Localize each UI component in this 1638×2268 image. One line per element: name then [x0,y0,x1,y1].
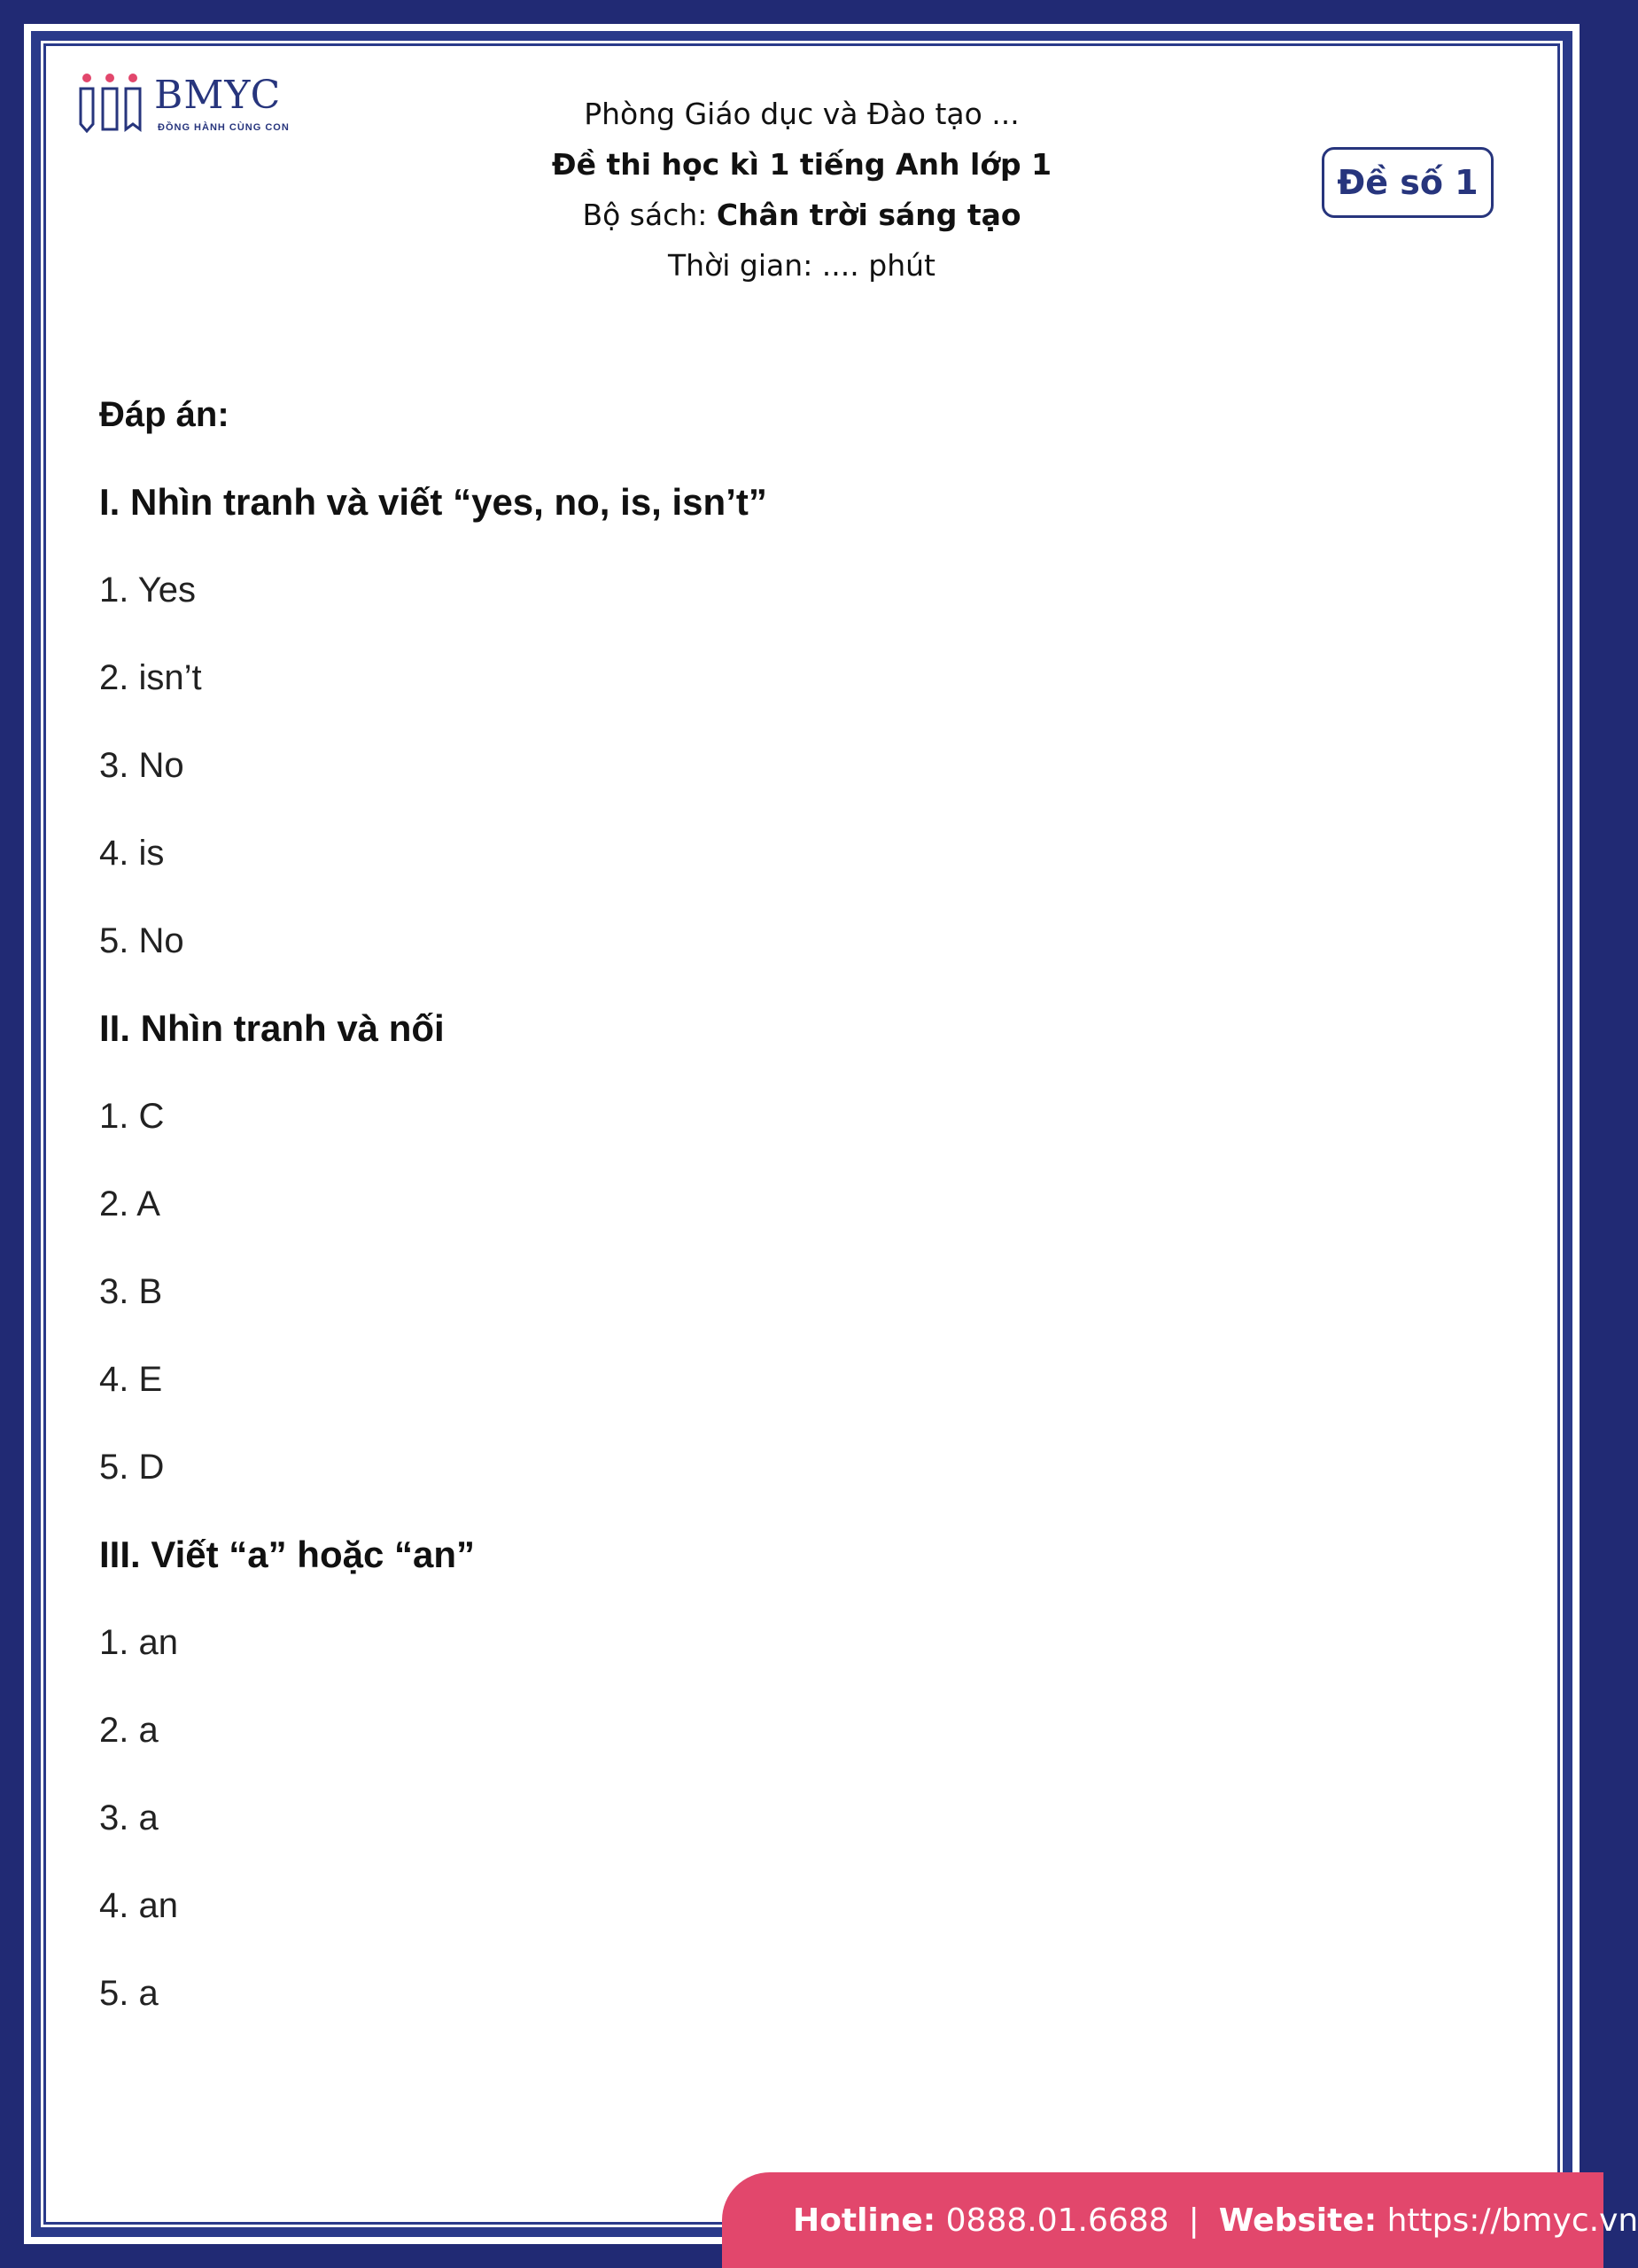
website-link[interactable]: https://bmyc.vn [1386,2202,1638,2239]
answer-item: 1. C [99,1097,165,1136]
answer-item: 4. E [99,1360,163,1399]
hotline-label: Hotline: [793,2202,936,2239]
contact-footer [722,2172,1638,2268]
section-title: II. Nhìn tranh và nối [99,1007,445,1049]
header-exam-title: Đề thi học kì 1 tiếng Anh lớp 1 [551,147,1052,182]
answer-item: 2. A [99,1184,160,1223]
answer-item: 1. Yes [99,571,197,610]
section-title: III. Viết “a” hoặc “an” [99,1534,476,1575]
answer-key-title: Đáp án: [99,395,229,434]
book-series-label: Bộ sách: [582,198,717,232]
hotline-number[interactable]: 0888.01.6688 [945,2202,1169,2239]
answer-item: 5. No [99,921,184,960]
answer-item: 5. a [99,1974,159,2013]
book-series-value: Chân trời sáng tạo [716,198,1021,232]
answer-item: 4. is [99,834,165,873]
website-label: Website: [1218,2202,1378,2239]
answer-item: 2. isn’t [99,658,202,697]
answer-item: 2. a [99,1711,159,1750]
answer-item: 3. No [99,746,184,785]
answer-item: 1. an [99,1623,178,1662]
footer-separator: | [1188,2202,1199,2239]
answer-item: 4. an [99,1886,178,1925]
exam-number-badge: Đề số 1 [1322,147,1494,218]
header-duration: Thời gian: .... phút [668,248,935,283]
answer-item: 5. D [99,1448,165,1487]
header-department: Phòng Giáo dục và Đào tạo ... [584,97,1020,131]
answer-key [99,388,1428,2054]
logo-tagline: ĐỒNG HÀNH CÙNG CON [158,122,290,133]
logo-brand: BMYC [154,73,282,118]
answer-item: 3. B [99,1272,163,1311]
answer-item: 3. a [99,1798,159,1837]
section-title: I. Nhìn tranh và viết “yes, no, is, isn’t” [99,481,767,523]
